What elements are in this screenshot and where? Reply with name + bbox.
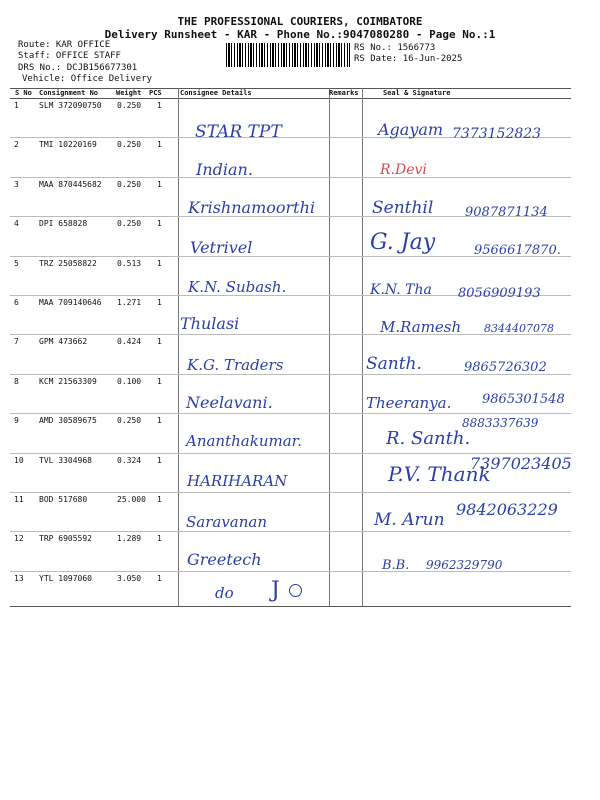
row-cell-weight: 0.324 (117, 456, 142, 465)
signature: R.Devi (380, 162, 427, 178)
row-cell-consignment: DPI 658828 (39, 219, 88, 228)
vehicle-label: Vehicle: Office Delivery (22, 74, 153, 84)
row-cell-sno: 4 (14, 219, 19, 228)
signature: B.B. (382, 558, 410, 573)
row-cell-consignment: TRZ 25058822 (39, 259, 97, 268)
row-cell-pcs: 1 (157, 140, 162, 149)
handwritten-phone: 9865301548 (482, 392, 565, 407)
row-cell-weight: 0.250 (117, 416, 142, 425)
row-cell-pcs: 1 (157, 534, 162, 543)
signature: Santh. (366, 354, 422, 374)
row-cell-pcs: 1 (157, 574, 162, 583)
row-cell-pcs: 1 (157, 456, 162, 465)
signature: R. Santh. (386, 428, 471, 449)
scribble-mark: J (271, 578, 280, 603)
route-label: Route: KAR OFFICE (18, 40, 111, 50)
row-cell-consignment: YTL 1097060 (39, 574, 92, 583)
col-header-consignment: Consignment No (39, 89, 99, 97)
row-cell-pcs: 1 (157, 377, 162, 386)
handwritten-phone: 9842063229 (456, 500, 558, 519)
row-cell-pcs: 1 (157, 337, 162, 346)
col-header-pcs: PCS (149, 89, 162, 97)
row-cell-consignment: TMI 10220169 (39, 140, 97, 149)
column-divider-remarks (329, 88, 330, 607)
row-divider (10, 492, 571, 493)
col-header-sno: S No (15, 89, 32, 97)
handwritten-consignee: Greetech (187, 550, 262, 569)
row-cell-consignment: TVL 3304968 (39, 456, 92, 465)
handwritten-consignee: Vetrivel (190, 238, 253, 257)
signature: G. Jay (370, 230, 436, 255)
row-cell-consignment: MAA 709140646 (39, 298, 102, 307)
handwritten-phone: 8344407078 (484, 322, 554, 335)
row-cell-pcs: 1 (157, 180, 162, 189)
handwritten-phone: 9566617870. (474, 243, 561, 258)
row-cell-weight: 1.271 (117, 298, 142, 307)
handwritten-consignee: Krishnamoorthi (188, 198, 316, 217)
row-divider (10, 531, 571, 532)
handwritten-consignee: Ananthakumar. (186, 432, 302, 450)
row-cell-sno: 6 (14, 298, 19, 307)
row-cell-consignment: AMD 30589675 (39, 416, 97, 425)
row-cell-sno: 2 (14, 140, 19, 149)
handwritten-consignee: K.N. Subash. (188, 278, 287, 296)
row-cell-sno: 13 (14, 574, 24, 583)
col-header-remarks: Remarks (329, 89, 359, 97)
row-cell-sno: 10 (14, 456, 24, 465)
row-cell-consignment: SLM 372090750 (39, 101, 102, 110)
handwritten-consignee: do (215, 584, 234, 602)
signature: Senthil (372, 198, 434, 218)
row-cell-sno: 11 (14, 495, 24, 504)
col-header-seal: Seal & Signature (383, 89, 451, 97)
signature: Theeranya. (366, 394, 452, 412)
row-cell-pcs: 1 (157, 101, 162, 110)
handwritten-consignee: Thulasi (180, 314, 240, 333)
handwritten-consignee: Neelavani. (186, 393, 273, 412)
handwritten-consignee: HARIHARAN (187, 472, 288, 490)
row-cell-pcs: 1 (157, 495, 162, 504)
row-cell-weight: 0.513 (117, 259, 142, 268)
row-cell-pcs: 1 (157, 259, 162, 268)
row-cell-consignment: TRP 6905592 (39, 534, 92, 543)
row-cell-weight: 0.250 (117, 219, 142, 228)
row-cell-weight: 0.250 (117, 101, 142, 110)
company-title: THE PROFESSIONAL COURIERS, COIMBATORE (177, 15, 423, 28)
col-header-weight: Weight (116, 89, 142, 97)
column-divider-seal (362, 88, 363, 607)
handwritten-consignee: STAR TPT (195, 122, 282, 142)
runsheet-subtitle: Delivery Runsheet - KAR - Phone No.:9047080280 - Page No.:1 (104, 28, 496, 41)
column-divider-consignee (178, 88, 179, 607)
circled-mark (289, 584, 302, 597)
signature: M.Ramesh (380, 318, 462, 336)
row-cell-sno: 3 (14, 180, 19, 189)
row-cell-consignment: GPM 473662 (39, 337, 88, 346)
row-cell-weight: 0.100 (117, 377, 142, 386)
signature: P.V. Thank (388, 462, 491, 486)
row-cell-consignment: MAA 870445682 (39, 180, 102, 189)
row-divider (10, 177, 571, 178)
row-cell-sno: 5 (14, 259, 19, 268)
row-divider (10, 413, 571, 414)
row-cell-sno: 8 (14, 377, 19, 386)
signature: Agayam (378, 120, 444, 139)
row-cell-weight: 3.050 (117, 574, 142, 583)
row-cell-consignment: KCM 21563309 (39, 377, 97, 386)
row-cell-sno: 12 (14, 534, 24, 543)
signature: M. Arun (374, 510, 445, 530)
handwritten-phone: 9865726302 (464, 360, 547, 375)
table-bottom-border (10, 606, 571, 607)
row-cell-weight: 25.000 (117, 495, 146, 504)
staff-label: Staff: OFFICE STAFF (18, 51, 121, 61)
handwritten-consignee: Indian. (196, 160, 253, 179)
rs-date: RS Date: 16-Jun-2025 (354, 54, 463, 64)
row-cell-pcs: 1 (157, 298, 162, 307)
row-cell-consignment: BOD 517680 (39, 495, 88, 504)
row-cell-pcs: 1 (157, 416, 162, 425)
row-cell-sno: 7 (14, 337, 19, 346)
handwritten-consignee: K.G. Traders (187, 356, 284, 374)
handwritten-phone: 7397023405 (470, 454, 572, 473)
handwritten-phone: 8883337639 (462, 416, 539, 430)
drs-number: DRS No.: DCJB156677301 (18, 63, 138, 73)
row-cell-pcs: 1 (157, 219, 162, 228)
handwritten-phone: 9962329790 (426, 558, 503, 572)
row-cell-weight: 1.289 (117, 534, 142, 543)
table-header-border (10, 98, 571, 99)
row-cell-sno: 1 (14, 101, 19, 110)
signature: K.N. Tha (370, 282, 432, 298)
handwritten-consignee: Saravanan (186, 513, 268, 531)
rs-number: RS No.: 1566773 (354, 43, 436, 53)
row-cell-weight: 0.250 (117, 180, 142, 189)
handwritten-phone: 7373152823 (452, 126, 542, 142)
col-header-consignee: Consignee Details (180, 89, 252, 97)
row-cell-sno: 9 (14, 416, 19, 425)
handwritten-phone: 8056909193 (458, 286, 541, 301)
barcode (226, 43, 350, 67)
row-cell-weight: 0.424 (117, 337, 142, 346)
row-cell-weight: 0.250 (117, 140, 142, 149)
handwritten-phone: 9087871134 (465, 205, 548, 220)
